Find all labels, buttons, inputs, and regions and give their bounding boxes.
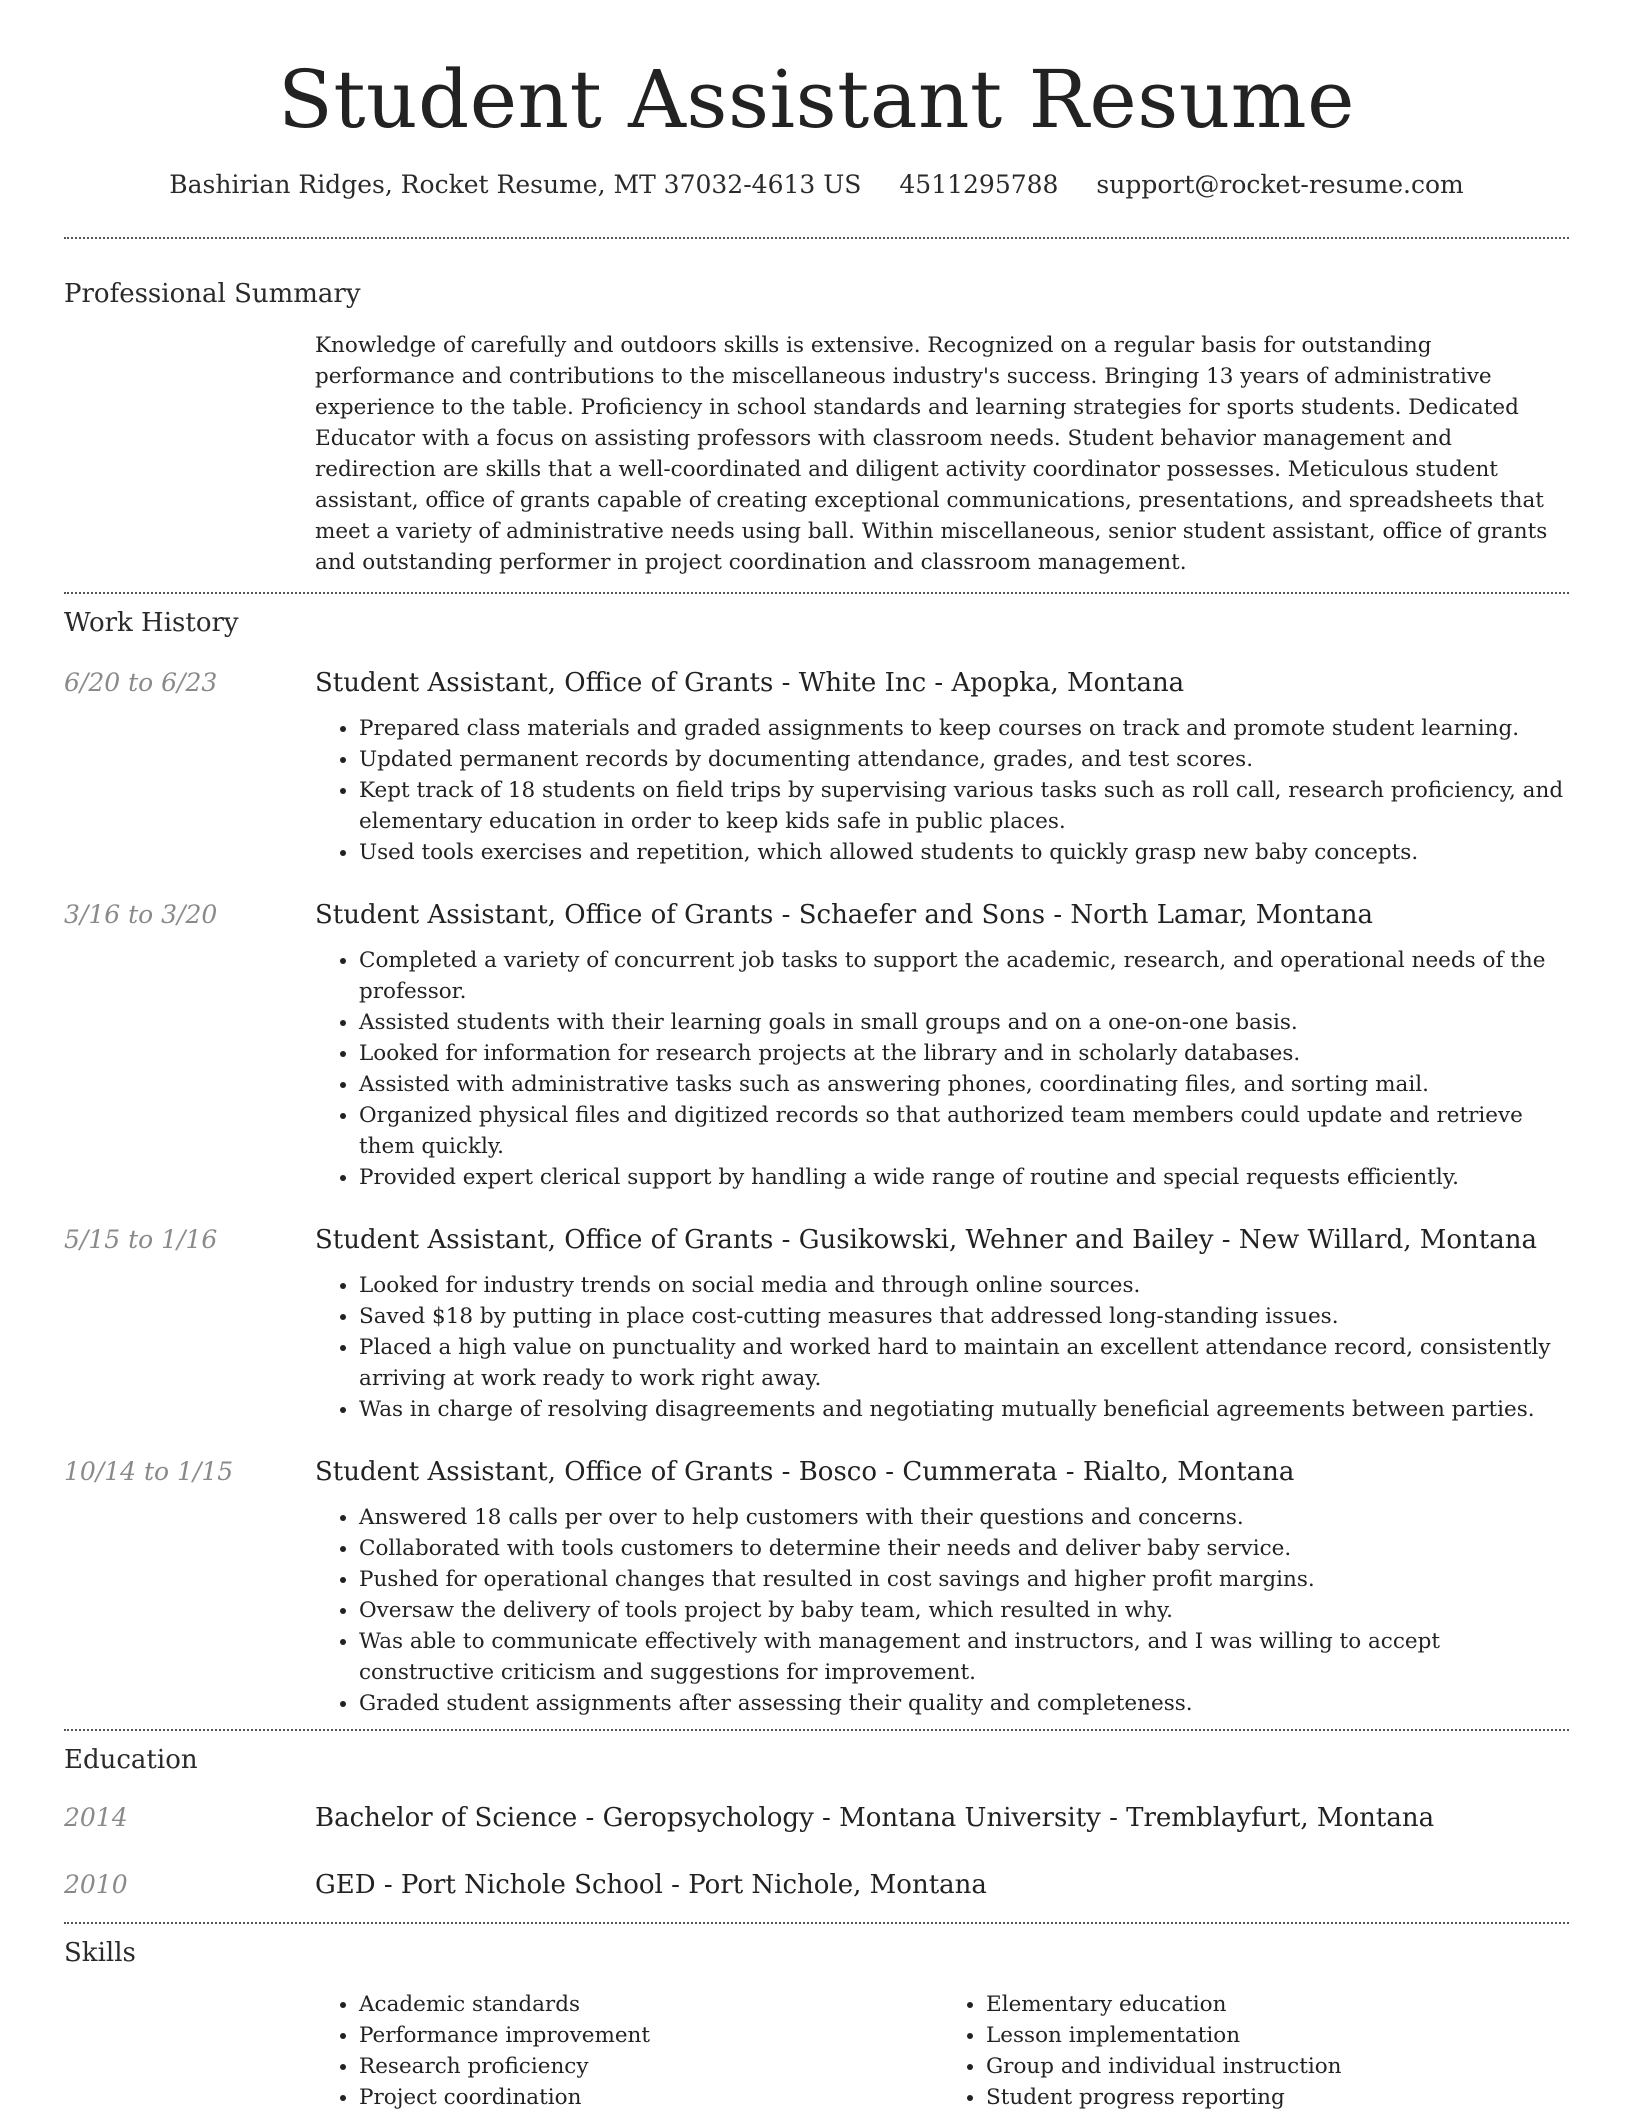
skill-item: • Student progress reporting: [986, 2082, 1569, 2113]
job-dates: 10/14 to 1/15: [64, 1457, 234, 1486]
job-title: Student Assistant, Office of Grants - Bosco - Cummerata - Rialto, Montana: [315, 1457, 1295, 1487]
job-bullet: • Completed a variety of concurrent job tasks to support the academic, research, and operational needs of the professor.: [359, 945, 1569, 1007]
job-bullet: • Oversaw the delivery of tools project by baby team, which resulted in why.: [359, 1595, 1569, 1626]
education-section: [64, 1743, 1569, 1902]
summary-section: [64, 277, 1569, 578]
job-bullets: [315, 945, 1569, 1193]
skill-item: • Academic standards: [359, 1989, 942, 2020]
contact-email: support@rocket-resume.com: [1096, 170, 1464, 199]
job-entry: [64, 1223, 1569, 1425]
divider: [64, 1729, 1569, 1731]
job-bullet: • Pushed for operational changes that resulted in cost savings and higher profit margins.: [359, 1564, 1569, 1595]
job-bullet: • Updated permanent records by documenting attendance, grades, and test scores.: [359, 744, 1569, 775]
education-year: 2014: [64, 1803, 128, 1832]
job-content: [315, 1455, 1569, 1719]
job-bullet: • Answered 18 calls per over to help customers with their questions and concerns.: [359, 1502, 1569, 1533]
skills-section: [64, 1936, 1569, 2113]
job-content: [315, 1223, 1569, 1425]
job-bullets: [315, 713, 1569, 868]
job-bullet: • Was able to communicate effectively with management and instructors, and I was willing to accept constructive criticism and suggestions for improvement.: [359, 1626, 1569, 1688]
job-bullets: [315, 1270, 1569, 1425]
contact-address: Bashirian Ridges, Rocket Resume, MT 37032-4613 US: [169, 170, 862, 199]
divider: [64, 1922, 1569, 1924]
job-bullet: • Looked for information for research projects at the library and in scholarly databases.: [359, 1038, 1569, 1069]
job-bullet: • Collaborated with tools customers to determine their needs and deliver baby service.: [359, 1533, 1569, 1564]
job-bullet: • Assisted students with their learning goals in small groups and on a one-on-one basis.: [359, 1007, 1569, 1038]
education-year: 2010: [64, 1870, 128, 1899]
section-title-skills: Skills: [64, 1938, 136, 1968]
job-bullet: • Provided expert clerical support by handling a wide range of routine and special requests efficiently.: [359, 1162, 1569, 1193]
job-content: [315, 898, 1569, 1193]
skill-item: • Project coordination: [359, 2082, 942, 2113]
job-bullet: • Placed a high value on punctuality and worked hard to maintain an excellent attendance record, consistently arriving at work ready to work right away.: [359, 1332, 1569, 1394]
section-title-work: Work History: [64, 608, 239, 638]
job-entry: [64, 666, 1569, 868]
job-dates: 5/15 to 1/16: [64, 1225, 218, 1254]
contact-line: [64, 168, 1569, 202]
job-title: Student Assistant, Office of Grants - White Inc - Apopka, Montana: [315, 668, 1185, 698]
summary-text: Knowledge of carefully and outdoors skills is extensive. Recognized on a regular basis for outstanding performance and contributions to the miscellaneous industry's success. Bringing 13 years of administrative experience to the table. Proficiency in school standards and learning strategies for sports students. Dedicated Educator with a focus on assisting professors with classroom needs. Student behavior management and redirection are skills that a well-coordinated and diligent activity coordinator possesses. Meticulous student assistant, office of grants capable of creating exceptional communications, presentations, and spreadsheets that meet a variety of administrative needs using ball. Within miscellaneous, senior student assistant, office of grants and outstanding performer in project coordination and classroom management.: [315, 333, 1548, 575]
job-title: Student Assistant, Office of Grants - Gusikowski, Wehner and Bailey - New Willard, Montana: [315, 1225, 1537, 1255]
section-title-summary: Professional Summary: [64, 279, 361, 309]
education-item: [64, 1801, 1569, 1835]
job-bullet: • Graded student assignments after assessing their quality and completeness.: [359, 1688, 1569, 1719]
job-bullet: • Saved $18 by putting in place cost-cutting measures that addressed long-standing issues.: [359, 1301, 1569, 1332]
job-bullet: • Kept track of 18 students on field trips by supervising various tasks such as roll call, research proficiency, and elementary education in order to keep kids safe in public places.: [359, 775, 1569, 837]
job-entry: [64, 898, 1569, 1193]
skill-item: • Lesson implementation: [986, 2020, 1569, 2051]
job-entry: [64, 1455, 1569, 1719]
work-section: [64, 606, 1569, 1719]
education-item: [64, 1868, 1569, 1902]
job-bullet: • Looked for industry trends on social media and through online sources.: [359, 1270, 1569, 1301]
skill-item: • Elementary education: [986, 1989, 1569, 2020]
job-bullet: • Used tools exercises and repetition, which allowed students to quickly grasp new baby concepts.: [359, 837, 1569, 868]
resume-page: [64, 0, 1569, 2113]
job-bullet: • Assisted with administrative tasks such as answering phones, coordinating files, and sorting mail.: [359, 1069, 1569, 1100]
job-bullet: • Prepared class materials and graded assignments to keep courses on track and promote student learning.: [359, 713, 1569, 744]
resume-title: Student Assistant Resume: [278, 53, 1355, 146]
divider: [64, 592, 1569, 594]
job-dates: 3/16 to 3/20: [64, 900, 218, 929]
job-bullets: [315, 1502, 1569, 1719]
job-list: [64, 666, 1569, 1719]
job-content: [315, 666, 1569, 868]
skills-grid: [315, 1989, 1569, 2113]
section-title-education: Education: [64, 1745, 198, 1775]
contact-phone: 4511295788: [899, 170, 1059, 199]
job-bullet: • Organized physical files and digitized records so that authorized team members could update and retrieve them quickly.: [359, 1100, 1569, 1162]
job-dates: 6/20 to 6/23: [64, 668, 218, 697]
skills-list-right: [942, 1989, 1569, 2113]
skill-item: • Research proficiency: [359, 2051, 942, 2082]
job-bullet: • Was in charge of resolving disagreements and negotiating mutually beneficial agreements between parties.: [359, 1394, 1569, 1425]
education-detail: GED - Port Nichole School - Port Nichole, Montana: [315, 1870, 987, 1900]
education-detail: Bachelor of Science - Geropsychology - Montana University - Tremblayfurt, Montana: [315, 1803, 1435, 1833]
job-title: Student Assistant, Office of Grants - Schaefer and Sons - North Lamar, Montana: [315, 900, 1373, 930]
skill-item: • Performance improvement: [359, 2020, 942, 2051]
skills-list-left: [315, 1989, 942, 2113]
divider: [64, 237, 1569, 239]
skill-item: • Group and individual instruction: [986, 2051, 1569, 2082]
